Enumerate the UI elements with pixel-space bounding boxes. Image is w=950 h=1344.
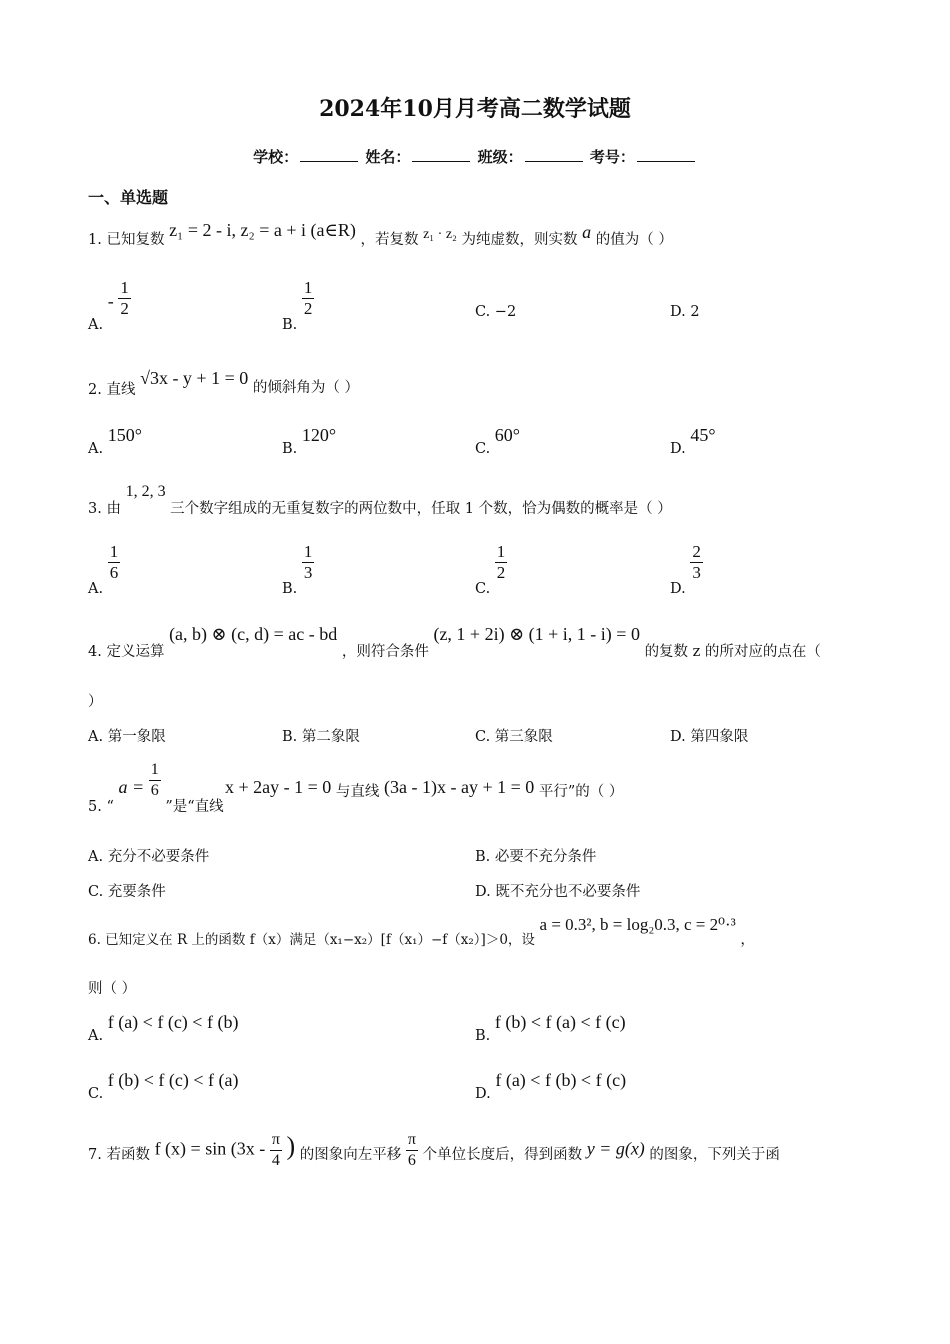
option-letter: D. <box>475 1086 491 1102</box>
fraction-denominator: 2 <box>496 563 506 582</box>
q4-option-d[interactable]: D. 第四象限 <box>670 729 749 745</box>
option-value: 150° <box>107 425 142 445</box>
q5-text-end: 平行”的（ ） <box>538 784 624 800</box>
fraction <box>406 1130 418 1171</box>
fraction-denominator: 2 <box>303 299 313 318</box>
q6-then: 则（ ） <box>88 981 137 997</box>
page-title: 2024年10月月考高二数学试题 <box>319 96 631 122</box>
fraction-denominator: 6 <box>407 1152 416 1169</box>
section-heading: 一、单选题 <box>88 188 169 207</box>
q6-option-d[interactable] <box>475 1070 627 1102</box>
option-value: 60° <box>494 425 520 445</box>
q3-option-a[interactable] <box>88 542 120 597</box>
minus-sign: - <box>107 290 114 311</box>
q3-option-d[interactable] <box>670 542 703 597</box>
option-letter: C. <box>475 441 491 457</box>
fraction-numerator: π <box>406 1130 418 1151</box>
q1-option-a[interactable] <box>88 278 131 333</box>
q6-text-end: ， <box>740 932 755 948</box>
name-blank <box>412 147 470 162</box>
student-info-line <box>0 146 950 167</box>
q1-text-mid: ，若复数 <box>360 232 419 248</box>
q3-text: 3. 由 <box>88 501 121 517</box>
q5-option-a[interactable]: A. 充分不必要条件 <box>88 849 210 865</box>
fraction <box>495 542 508 583</box>
q6-formula: a = 0.3², b = log₂0.3, c = 2⁰·³ <box>539 915 736 934</box>
q3-digits: 1, 2, 3 <box>125 483 166 500</box>
school-blank <box>300 147 358 162</box>
class-blank <box>525 147 583 162</box>
option-value: f (a) < f (b) < f (c) <box>495 1070 627 1090</box>
question-7 <box>88 1130 780 1171</box>
q4-text: 4. 定义运算 <box>88 644 165 660</box>
fraction-numerator: 1 <box>120 278 129 297</box>
question-6 <box>88 914 755 948</box>
q2-option-c[interactable] <box>475 425 520 457</box>
q2-option-d[interactable] <box>670 425 716 457</box>
fraction-denominator: 6 <box>109 563 119 582</box>
q5-text-mid2: 与直线 <box>335 784 380 800</box>
q5-var: a = <box>118 776 145 797</box>
q3-option-c[interactable] <box>475 542 507 597</box>
q1-option-b[interactable] <box>282 278 314 333</box>
q5-option-b[interactable]: B. 必要不充分条件 <box>475 849 597 865</box>
option-letter: A. <box>88 1028 104 1044</box>
fraction <box>302 542 315 583</box>
option-letter: B. <box>282 441 298 457</box>
question-1 <box>88 220 673 249</box>
fraction-numerator: 1 <box>149 760 161 781</box>
option-value: 45° <box>690 425 716 445</box>
q7-formula: f (x) = sin (3x - <box>154 1138 266 1159</box>
q5-option-c[interactable]: C. 充要条件 <box>88 884 166 900</box>
q2-option-b[interactable] <box>282 425 337 457</box>
option-letter: B. <box>282 580 298 597</box>
fraction-numerator: 1 <box>303 278 313 297</box>
option-value: 120° <box>301 425 337 445</box>
q4-text-end: 的复数 z 的所对应的点在（ <box>644 644 821 660</box>
q2-text: 2. 直线 <box>88 382 136 398</box>
option-value: f (b) < f (a) < f (c) <box>494 1012 626 1032</box>
option-letter: D. <box>670 441 686 457</box>
fraction-numerator: 1 <box>109 542 119 561</box>
q5-formula-2: (3a - 1)x - ay + 1 = 0 <box>384 777 535 797</box>
q3-text-end: 三个数字组成的无重复数字的两位数中，任取 1 个数，恰为偶数的概率是（ ） <box>170 501 672 517</box>
option-letter: A. <box>88 580 104 597</box>
q6-text: 6. 已知定义在 R 上的函数 f（x）满足（x₁−x₂）[f（x₁）−f（x₂）]＞0，设 <box>88 932 535 948</box>
option-letter: C. <box>475 580 491 597</box>
fraction <box>690 542 703 583</box>
q4-option-c[interactable]: C. 第三象限 <box>475 729 553 745</box>
fraction-numerator: 1 <box>303 542 313 561</box>
q7-paren: ) <box>286 1131 296 1161</box>
q4-formula: (a, b) ⊗ (c, d) = ac - bd <box>169 624 338 644</box>
question-5-rest <box>225 777 623 798</box>
question-4 <box>88 624 821 660</box>
q7-text-mid: 的图象向左平移 <box>299 1146 402 1163</box>
fraction <box>149 760 161 801</box>
q1-formula: z₁ = 2 - i, z₂ = a + i (a∈R) <box>169 220 356 240</box>
option-letter: A. <box>88 316 104 333</box>
fraction-denominator: 6 <box>150 782 159 799</box>
q4-text-mid: ，则符合条件 <box>341 644 429 660</box>
q1-formula-2: z₁ · z₂ <box>423 227 457 242</box>
q4-text-continuation: ） <box>88 694 103 710</box>
q1-variable: a <box>582 222 592 242</box>
q1-text-mid2: 为纯虚数，则实数 <box>461 232 578 248</box>
option-value: f (a) < f (c) < f (b) <box>107 1012 239 1032</box>
fraction-numerator: 1 <box>496 542 506 561</box>
q6-option-a[interactable] <box>88 1012 239 1044</box>
fraction-numerator: 2 <box>692 542 701 561</box>
q3-option-b[interactable] <box>282 542 314 597</box>
q1-text-end: 的值为（ ） <box>595 232 673 248</box>
option-letter: B. <box>282 316 298 333</box>
class-label: 班级： <box>477 148 523 166</box>
question-5 <box>88 760 224 815</box>
q5-text: 5. “ <box>88 798 114 815</box>
q4-formula-2: (z, 1 + 2i) ⊗ (1 + i, 1 - i) = 0 <box>433 624 640 644</box>
option-letter: C. <box>88 1086 104 1102</box>
fraction <box>118 278 131 319</box>
number-label: 考号： <box>589 148 635 166</box>
q5-text-mid: ”是“直线 <box>165 798 224 815</box>
option-value: f (b) < f (c) < f (a) <box>107 1070 239 1090</box>
q7-text-end: 的图象，下列关于函 <box>649 1146 780 1163</box>
q2-option-a[interactable] <box>88 425 142 457</box>
q4-option-b[interactable]: B. 第二象限 <box>282 729 360 745</box>
q5-option-d[interactable]: D. 既不充分也不必要条件 <box>475 884 641 900</box>
fraction-denominator: 4 <box>271 1152 280 1169</box>
name-label: 姓名： <box>365 148 411 166</box>
q2-text-end: 的倾斜角为（ ） <box>252 380 359 396</box>
q5-formula: x + 2ay - 1 = 0 <box>225 777 332 797</box>
fraction <box>302 278 315 319</box>
q6-option-c[interactable] <box>88 1070 239 1102</box>
q7-text: 7. 若函数 <box>88 1146 150 1163</box>
option-letter: A. <box>88 441 104 457</box>
q1-option-d[interactable]: D. 2 <box>670 304 700 320</box>
q4-option-a[interactable]: A. 第一象限 <box>88 729 166 745</box>
q1-option-c[interactable]: C. −2 <box>475 304 517 320</box>
q6-option-b[interactable] <box>475 1012 626 1044</box>
fraction <box>270 1130 282 1171</box>
number-blank <box>637 147 695 162</box>
fraction-denominator: 3 <box>303 563 313 582</box>
question-2 <box>88 368 359 398</box>
option-letter: D. <box>670 580 686 597</box>
q7-formula-2: y = g(x) <box>586 1138 645 1159</box>
fraction-denominator: 2 <box>120 299 129 318</box>
fraction-denominator: 3 <box>692 563 701 582</box>
q1-text: 1. 已知复数 <box>88 232 165 248</box>
question-3 <box>88 480 672 517</box>
q7-text-mid2: 个单位长度后，得到函数 <box>422 1146 583 1163</box>
fraction-numerator: π <box>270 1130 282 1151</box>
fraction <box>108 542 121 583</box>
option-letter: B. <box>475 1028 491 1044</box>
school-label: 学校： <box>253 148 299 166</box>
q2-formula: √3x - y + 1 = 0 <box>140 368 249 388</box>
